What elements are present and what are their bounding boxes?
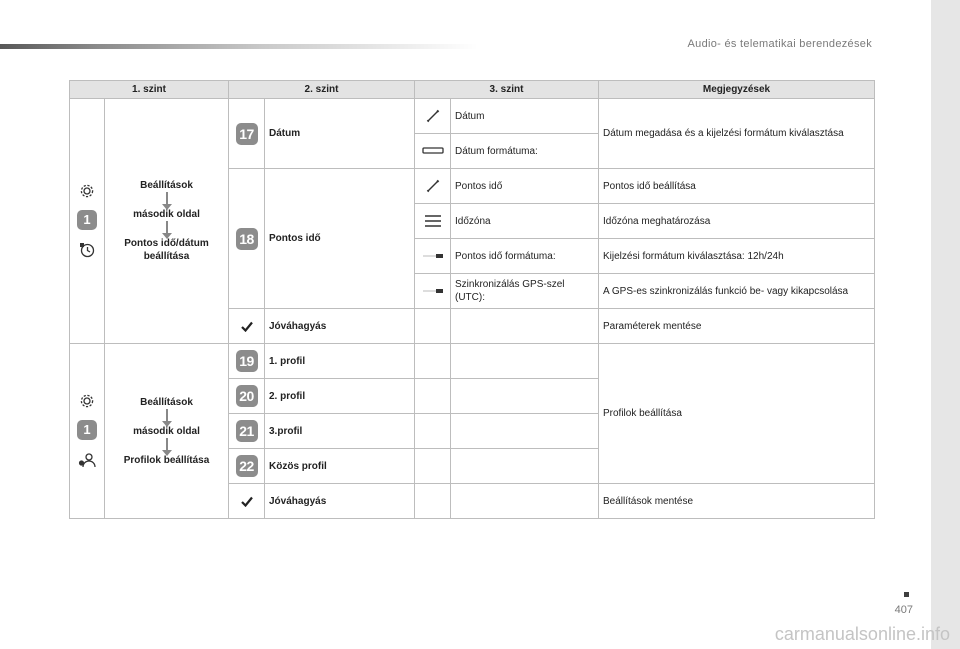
down-arrow-icon bbox=[166, 221, 168, 237]
toggle-icon bbox=[419, 253, 446, 259]
note-profiles: Profilok beállítása bbox=[599, 344, 875, 484]
nav-step-second-page: második oldal bbox=[133, 425, 200, 437]
clock-icon bbox=[79, 242, 95, 258]
profiles-icon bbox=[78, 452, 96, 468]
level3-timezone: Időzóna bbox=[451, 204, 599, 239]
table-row bbox=[70, 99, 875, 134]
checkmark-icon bbox=[233, 321, 260, 332]
page-header-title: Audio- és telematikai berendezések bbox=[687, 38, 872, 50]
level2-profile-3: 3.profil bbox=[265, 414, 415, 449]
note-date: Dátum megadása és a kijelzési formátum kiválasztása bbox=[599, 99, 875, 169]
level3-time-set: Pontos idő bbox=[451, 169, 599, 204]
level2-profile-1: 1. profil bbox=[265, 344, 415, 379]
number-19-badge: 19 bbox=[236, 350, 258, 372]
note-confirm: Paraméterek mentése bbox=[599, 309, 875, 344]
table-header-row bbox=[70, 81, 875, 99]
number-20-badge: 20 bbox=[236, 385, 258, 407]
level1-icons-datetime bbox=[70, 99, 105, 344]
level2-common-profile: Közös profil bbox=[265, 449, 415, 484]
down-arrow-icon bbox=[166, 192, 168, 208]
page-corner-mark bbox=[904, 592, 909, 597]
pencil-icon bbox=[419, 108, 446, 124]
watermark: carmanualsonline.info bbox=[774, 624, 950, 644]
level1-icons-profiles bbox=[70, 344, 105, 519]
level2-profile-2: 2. profil bbox=[265, 379, 415, 414]
note-time-format: Kijelzési formátum kiválasztása: 12h/24h bbox=[599, 239, 875, 274]
number-22-badge: 22 bbox=[236, 455, 258, 477]
down-arrow-icon bbox=[166, 438, 168, 454]
list-icon bbox=[419, 214, 446, 228]
number-17-badge: 17 bbox=[236, 123, 258, 145]
level3-date-format: Dátum formátuma: bbox=[451, 134, 599, 169]
level2-confirm-label: Jóváhagyás bbox=[265, 309, 415, 344]
nav-step-datetime: Pontos idő/dátum beállítása bbox=[124, 238, 209, 262]
number-21-badge: 21 bbox=[236, 420, 258, 442]
note-save-settings: Beállítások mentése bbox=[599, 484, 875, 519]
header-gradient-bar bbox=[0, 44, 478, 49]
down-arrow-icon bbox=[166, 409, 168, 425]
side-strip bbox=[931, 0, 960, 649]
note-time-set: Pontos idő beállítása bbox=[599, 169, 875, 204]
table-row bbox=[70, 344, 875, 379]
header-level-3: 3. szint bbox=[415, 81, 599, 99]
note-timezone: Időzóna meghatározása bbox=[599, 204, 875, 239]
pencil-icon bbox=[419, 178, 446, 194]
gear-icon bbox=[80, 184, 94, 198]
level1-nav-datetime bbox=[105, 99, 229, 344]
toggle-icon bbox=[419, 288, 446, 294]
nav-step-second-page: második oldal bbox=[133, 209, 200, 220]
level3-date-set: Dátum bbox=[451, 99, 599, 134]
number-18-badge: 18 bbox=[236, 228, 258, 250]
format-bar-icon bbox=[419, 147, 446, 155]
checkmark-icon bbox=[233, 496, 260, 507]
level3-time-format: Pontos idő formátuma: bbox=[451, 239, 599, 274]
header-level-2: 2. szint bbox=[229, 81, 415, 99]
nav-step-settings: Beállítások bbox=[140, 180, 193, 191]
settings-table bbox=[69, 80, 875, 519]
nav-step-settings: Beállítások bbox=[140, 396, 193, 408]
level3-gps-sync: Szinkronizálás GPS-szel (UTC): bbox=[451, 274, 599, 309]
level1-nav-profiles bbox=[105, 344, 229, 519]
level2-time-label: Pontos idő bbox=[265, 169, 415, 309]
level2-confirm-label: Jóváhagyás bbox=[265, 484, 415, 519]
number-1-badge: 1 bbox=[77, 420, 97, 440]
header-notes: Megjegyzések bbox=[599, 81, 875, 99]
nav-step-profiles: Profilok beállítása bbox=[123, 454, 210, 466]
header-level-1: 1. szint bbox=[70, 81, 229, 99]
page-number: 407 bbox=[894, 604, 913, 616]
note-gps-sync: A GPS-es szinkronizálás funkció be- vagy kikapcsolása bbox=[599, 274, 875, 309]
gear-icon bbox=[80, 394, 94, 408]
level2-date-label: Dátum bbox=[265, 99, 415, 169]
number-1-badge: 1 bbox=[77, 210, 97, 230]
